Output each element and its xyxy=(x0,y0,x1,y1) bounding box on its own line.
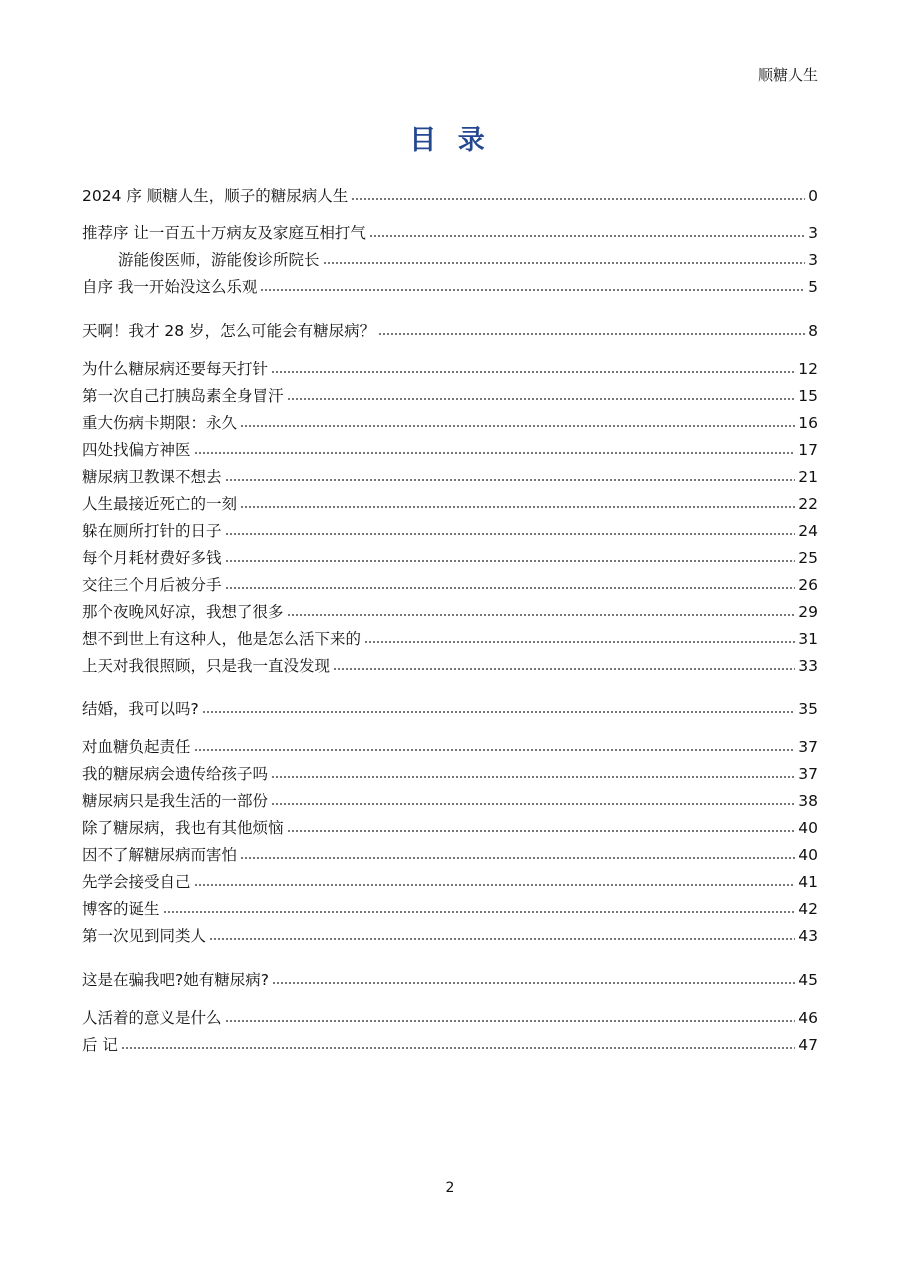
toc-entry[interactable] xyxy=(82,695,818,719)
toc-entry-page: 42 xyxy=(798,900,818,918)
toc-entry[interactable] xyxy=(82,1031,818,1055)
toc-entry[interactable] xyxy=(82,219,818,243)
toc-entry-title: 博客的诞生 xyxy=(82,900,160,918)
dot-leader xyxy=(202,710,796,714)
toc-entry[interactable] xyxy=(82,868,818,892)
toc-entry-title: 人生最接近死亡的一刻 xyxy=(82,495,238,513)
toc-entry-page: 47 xyxy=(798,1036,818,1054)
dot-leader xyxy=(287,397,796,401)
toc-entry-page: 24 xyxy=(798,522,818,540)
toc-entry-page: 40 xyxy=(798,846,818,864)
toc-entry-title: 这是在骗我吧?她有糖尿病? xyxy=(82,971,269,989)
toc-entry[interactable] xyxy=(82,1004,818,1028)
dot-leader xyxy=(225,478,796,482)
toc-entry[interactable] xyxy=(82,182,818,206)
dot-leader xyxy=(378,332,805,336)
toc-entry[interactable] xyxy=(82,463,818,487)
toc-entry[interactable] xyxy=(118,246,818,270)
toc-entry-page: 12 xyxy=(798,360,818,378)
toc-entry-title: 自序 我一开始没这么乐观 xyxy=(82,278,258,296)
toc-entry[interactable] xyxy=(82,598,818,622)
toc-entry-title: 躲在厕所打针的日子 xyxy=(82,522,222,540)
toc-entry-page: 29 xyxy=(798,603,818,621)
toc-entry-title: 除了糖尿病，我也有其他烦恼 xyxy=(82,819,284,837)
dot-leader xyxy=(225,586,796,590)
toc-entry[interactable] xyxy=(82,787,818,811)
toc-entry-page: 15 xyxy=(798,387,818,405)
toc-entry-page: 45 xyxy=(798,971,818,989)
dot-leader xyxy=(194,748,796,752)
toc-entry-title: 交往三个月后被分手 xyxy=(82,576,222,594)
dot-leader xyxy=(272,981,795,985)
toc-entry-title: 先学会接受自己 xyxy=(82,873,191,891)
toc-entry-page: 3 xyxy=(808,224,818,242)
dot-leader xyxy=(333,667,795,671)
dot-leader xyxy=(163,910,796,914)
page-number: 2 xyxy=(445,1180,455,1196)
toc-entry[interactable] xyxy=(82,895,818,919)
dot-leader xyxy=(287,613,796,617)
dot-leader xyxy=(209,937,795,941)
running-header: 顺糖人生 xyxy=(757,66,818,84)
toc-entry[interactable] xyxy=(82,733,818,757)
toc-entry[interactable] xyxy=(82,490,818,514)
toc-entry-page: 8 xyxy=(808,322,818,340)
toc-entry-title: 游能俊医师，游能俊诊所院长 xyxy=(118,251,320,269)
dot-leader xyxy=(240,856,795,860)
dot-leader xyxy=(194,451,796,455)
toc-entry-title: 对血糖负起责任 xyxy=(82,738,191,756)
toc-entry-page: 37 xyxy=(798,765,818,783)
toc-entry-title: 糖尿病卫教课不想去 xyxy=(82,468,222,486)
dot-leader xyxy=(225,1019,796,1023)
toc-entry-page: 26 xyxy=(798,576,818,594)
dot-leader xyxy=(271,370,795,374)
toc-entry-page: 3 xyxy=(808,251,818,269)
toc-entry-page: 38 xyxy=(798,792,818,810)
toc-entry-page: 46 xyxy=(798,1009,818,1027)
toc-entry[interactable] xyxy=(82,966,818,990)
toc-entry[interactable] xyxy=(82,517,818,541)
toc-entry-title: 2024 序 顺糖人生，顺子的糖尿病人生 xyxy=(82,187,349,205)
toc-entry-page: 33 xyxy=(798,657,818,675)
toc-entry-title: 后 记 xyxy=(82,1036,118,1054)
toc-entry-page: 16 xyxy=(798,414,818,432)
toc-title: 目 录 xyxy=(409,125,491,156)
dot-leader xyxy=(225,559,796,563)
toc-entry-title: 糖尿病只是我生活的一部份 xyxy=(82,792,269,810)
toc-entry-title: 四处找偏方神医 xyxy=(82,441,191,459)
dot-leader xyxy=(121,1046,795,1050)
toc-entry-title: 每个月耗材费好多钱 xyxy=(82,549,222,567)
toc-entry[interactable] xyxy=(82,382,818,406)
toc-entry[interactable] xyxy=(82,571,818,595)
toc-entry-title: 推荐序 让一百五十万病友及家庭互相打气 xyxy=(82,224,366,242)
toc-entry[interactable] xyxy=(82,544,818,568)
toc-entry-title: 那个夜晚风好凉，我想了很多 xyxy=(82,603,284,621)
toc-entry-page: 37 xyxy=(798,738,818,756)
dot-leader xyxy=(271,775,795,779)
toc-entry-title: 想不到世上有这种人，他是怎么活下来的 xyxy=(82,630,362,648)
toc-entry-title: 我的糖尿病会遗传给孩子吗 xyxy=(82,765,269,783)
toc-entry-page: 5 xyxy=(808,278,818,296)
dot-leader xyxy=(240,505,795,509)
toc-entry[interactable] xyxy=(82,760,818,784)
toc-entry[interactable] xyxy=(82,922,818,946)
toc-entry-page: 40 xyxy=(798,819,818,837)
dot-leader xyxy=(351,197,805,201)
toc-entry[interactable] xyxy=(82,814,818,838)
dot-leader xyxy=(271,802,795,806)
toc-entry-title: 重大伤病卡期限：永久 xyxy=(82,414,238,432)
toc-entry-title: 天啊！我才 28 岁，怎么可能会有糖尿病？ xyxy=(82,322,376,340)
toc-entry[interactable] xyxy=(82,355,818,379)
toc-entry-page: 17 xyxy=(798,441,818,459)
toc-entry-page: 21 xyxy=(798,468,818,486)
dot-leader xyxy=(194,883,796,887)
toc-entry[interactable] xyxy=(82,317,818,341)
toc-entry-title: 为什么糖尿病还要每天打针 xyxy=(82,360,269,378)
toc-entry-page: 25 xyxy=(798,549,818,567)
toc-entry-title: 上天对我很照顾，只是我一直没发现 xyxy=(82,657,331,675)
toc-entry[interactable] xyxy=(82,841,818,865)
toc-entry[interactable] xyxy=(82,409,818,433)
toc-entry-page: 41 xyxy=(798,873,818,891)
toc-entry-title: 第一次见到同类人 xyxy=(82,927,207,945)
toc-entry-title: 结婚，我可以吗? xyxy=(82,700,199,718)
toc-entry[interactable] xyxy=(82,652,818,676)
toc-entry-page: 35 xyxy=(798,700,818,718)
toc-entry[interactable] xyxy=(82,436,818,460)
dot-leader xyxy=(240,424,795,428)
toc-entry[interactable] xyxy=(82,625,818,649)
toc-entry-title: 人活着的意义是什么 xyxy=(82,1009,222,1027)
dot-leader xyxy=(225,532,796,536)
toc-entry-title: 第一次自己打胰岛素全身冒汗 xyxy=(82,387,284,405)
dot-leader xyxy=(369,234,805,238)
dot-leader xyxy=(287,829,796,833)
toc-entry-title: 因不了解糖尿病而害怕 xyxy=(82,846,238,864)
toc-entry-page: 22 xyxy=(798,495,818,513)
toc-entry[interactable] xyxy=(82,273,818,297)
toc-entry-page: 31 xyxy=(798,630,818,648)
dot-leader xyxy=(364,640,795,644)
dot-leader xyxy=(260,288,805,292)
toc-entry-page: 0 xyxy=(808,187,818,205)
dot-leader xyxy=(323,261,806,265)
toc-entry-page: 43 xyxy=(798,927,818,945)
